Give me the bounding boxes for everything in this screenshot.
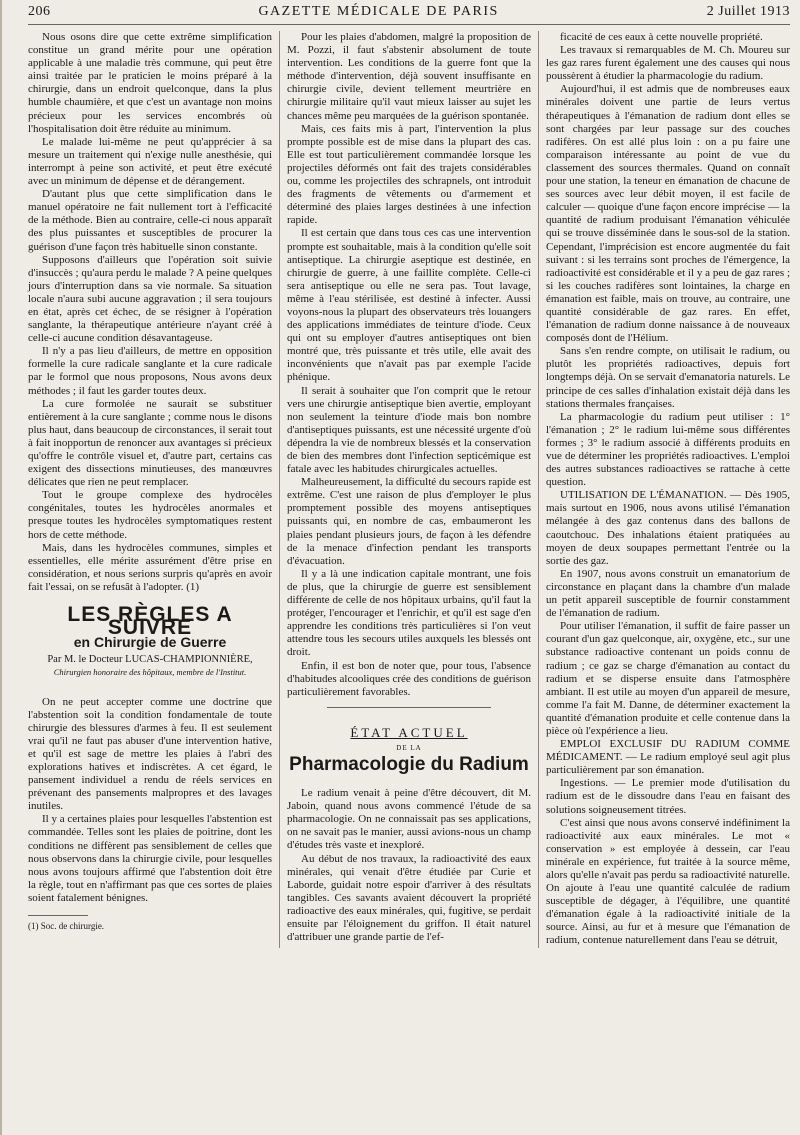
paragraph: ficacité de ces eaux à cette nouvelle propriété. <box>560 31 763 43</box>
paragraph: Il est certain que dans tous ces cas une intervention prompte est souhaitable, mais à la condition qu'elle soit antiseptique. La chirurgie aseptique est destinée, en chirurgie de guerre, à une faillite complète. Celle-ci sera antiseptique ou elle ne sera pas. Tout lavage, même à l'eau stérilisée, est destiné à infecter. Aussi voyons-nous la plupart des observateurs très louangers des applications immédiates de teinture d'iode. Ceux qui ont su employer d'autres antiseptiques ont bien montré que, très puissante et très utile, elle avait des inconvénients que n'avait pas par exemple l'acide phénique. <box>287 227 531 384</box>
article-title: LES RÈGLES A SUIVRE <box>67 603 233 640</box>
article-subtitle: en Chirurgie de Guerre <box>73 634 227 651</box>
paragraph: Pour utiliser l'émanation, il suffit de faire passer un courant d'un gaz quelconque, air, oxygène, etc., sur une substance radioactive contenant un poids connu de radium ; ce gaz se charge d'émanation au contact du radium et se disperse ensuite dans l'atmosphère ambiant. Il est utile au moyen d'un appareil de mesure, comme l'a fait M. Danne, de déterminer exactement la quantité d'émanation produite et celle contenue dans la pièce où l'expérience a lieu. <box>546 620 790 737</box>
page-header <box>28 4 790 25</box>
article-byline: Par M. le Docteur LUCAS-CHAMPIONNIÈRE, <box>47 654 253 666</box>
section-title: Pharmacologie du Radium <box>289 753 529 775</box>
column-divider <box>279 31 280 948</box>
issue-date: 2 Juillet 1913 <box>706 4 790 19</box>
paragraph: UTILISATION DE L'ÉMANATION. — Dès 1905, mais surtout en 1906, nous avons utilisé l'émanation mélangée à des gaz contenus dans des ballons de caoutchouc. Des inhalations étaient pratiquées au moyen de deux soupapes permettant l'entrée ou la sortie des gaz. <box>546 489 790 567</box>
paragraph: Mais, dans les hydrocèles communes, simples et essentielles, elle mérite assurément d'être prise en considération, et nous serions surpris qu'après en avoir fait l'essai, on se refusât à l'adopter. (1) <box>28 541 272 593</box>
paragraph: Il y a là une indication capitale montrant, une fois de plus, que la chirurgie de guerre est sensiblement différente de celle de nos hôpitaux urbains, qu'il faut la protéger, l'encourager et l'enrichir, et qu'il est sage d'en apprendre les conditions très particulières si l'on veut attendre tous les secours utiles auxquels les blessés ont droit. <box>287 567 531 659</box>
column-3 <box>546 31 790 948</box>
paragraph: Il serait à souhaiter que l'on comprit que le retour vers une chirurgie antiseptique bien avertie, employant non seulement la teinture d'iode mais bon nombre d'antiseptiques puissants, est une nécessité urgente d'où dépendra la vie de nombreux blessés et la conservation de bien des membres dont l'infection septicémique est fatale avec les habitudes chirurgicales actuelles. <box>287 384 531 476</box>
section-connector: DE LA <box>396 743 422 752</box>
paragraph: Tout le groupe complexe des hydrocèles congénitales, toutes les hydrocèles anormales et presque toutes les hydrocèles symptomatiques restent hors de cette méthode. <box>28 489 272 541</box>
columns <box>28 31 790 948</box>
column-2 <box>287 31 531 948</box>
paragraph: C'est ainsi que nous avons conservé indéfiniment la radioactivité aux eaux minérales. Le mot « conservation » est employée à dessein, car l'eau minérale en expérience, fut traitée à la source même, alors qu'elle n'avait pas perdu sa radioactivité naturelle. On ajoute à l'eau une quantité calculée de radium susceptible de dégager, à l'équilibre, une quantité d'émanation égale à la radioactivité initiale de la source. Ainsi, au fur et à mesure que l'émanation de radium, contenue naturellement dans l'eau se détruit, <box>546 816 790 947</box>
column-1 <box>28 31 272 948</box>
author-credit: Chirurgien honoraire des hôpitaux, membre de l'Institut. <box>53 667 247 678</box>
column-divider <box>538 31 539 948</box>
paragraph: D'autant plus que cette simplification dans le manuel opératoire ne fait nullement tort à l'efficacité de la méthode. Bien au contraire, celle-ci nous apparaît des plus puissantes et susceptibles de procurer la guérison d'une façon très habituelle sinon constante. <box>28 188 272 253</box>
paragraph: Nous osons dire que cette extrême simplification constitue un grand mérite pour une opération applicable à une maladie très commune, qui peut être ainsi traitée par le praticien le moins préparé à la chirurgie, dans un endroit quelconque, dans la plus humble chaumière, et que c'est un avantage non moins précieux pour les services encombrés où l'hospitalisation doit être réduite au minimum. <box>28 31 272 135</box>
page-number: 206 <box>28 4 51 19</box>
paragraph: Il n'y a pas lieu d'ailleurs, de mettre en opposition formelle la cure radicale sanglante et la cure radicale par le formol que nous proposons, Nous avons deux méthodes ; il faut les garder toutes deux. <box>28 345 272 397</box>
paragraph: Les travaux si remarquables de M. Ch. Moureu sur les gaz rares furent également une des causes qui nous poussèrent à étudier la pharmacologie du radium. <box>546 44 790 83</box>
paragraph: Le malade lui-même ne peut qu'apprécier à sa mesure un traitement qui n'exige nulle anesthésie, qui interrompt à peine son activité, et peut être exécuté avec un minimum de dépense et de dérangement. <box>28 135 272 188</box>
paragraph: Pour les plaies d'abdomen, malgré la proposition de M. Pozzi, il faut s'abstenir absolument de toute intervention. Les conditions de la guerre font que la méthode d'intervention, déjà souvent insuffisante en chirurgie civile, devient tellement meurtrière en chirurgie militaire qu'il vaut mieux laisser au sujet les chances même peu marquées de la guérison spontanée. <box>287 31 531 122</box>
paragraph: On ne peut accepter comme une doctrine que l'abstention soit la condition fondamentale de toute chirurgie des blessures d'armes à feu. Il est seulement vrai qu'il ne faut pas abuser d'une intervention hative, et qu'il est sage de mettre les plaies à l'abri des explorations hatives et indiscrètes. A cet égard, le pansement individuel a rendu de réels services en prévenant des pansements malpropres et des lavages inutiles. <box>28 695 272 813</box>
paragraph: Supposons d'ailleurs que l'opération soit suivie d'insuccès ; qu'aura perdu le malade ? A peine quelques jours d'interruption dans sa vie normale. Sa situation locale n'aura subi aucune aggravation ; il sera toujours en état, après cet échec, de se résigner à l'opération sanglante, la thérapeutique antérieure n'ayant créé à celle-ci aucune condition désavantageuse. <box>28 253 272 345</box>
paragraph: Enfin, il est bon de noter que, pour tous, l'absence d'habitudes alcooliques crée des conditions de guérison particulièrement favorables. <box>287 659 531 698</box>
paragraph: Sans s'en rendre compte, on utilisait le radium, ou plutôt les propriétés radioactives, depuis fort longtemps déjà. On se servait d'emanatoria naturels. Le principe de ces salles d'inhalation existait déjà dans les stations thermales françaises. <box>546 345 790 410</box>
journal-title: GAZETTE MÉDICALE DE PARIS <box>258 4 499 19</box>
paragraph: EMPLOI EXCLUSIF DU RADIUM COMME MÉDICAMENT. — Le radium employé seul agit plus particulièrement par son émanation. <box>546 738 790 777</box>
paragraph: La cure formolée ne saurait se substituer entièrement à la cure sanglante ; comme nous le disons plus haut, dans beaucoup de circonstances, il serait tout à fait inopportun de renoncer aux avantages si précieux qu'offre le contrôle visuel et, d'autre part, certains cas exigent des dissections minutieuses, des manœuvres délicates que rien ne peut remplacer. <box>28 397 272 489</box>
section-divider <box>327 707 491 708</box>
paragraph: Malheureusement, la difficulté du secours rapide est extrême. C'est une raison de plus d'employer le plus promptement possible des moyens antiseptiques puissants qui, en nombre de cas, embaumeront les plaies pendant plusieurs jours, de façon à les défendre de la menace d'infection pendant les transports d'évacuation. <box>287 476 531 567</box>
paragraph: Mais, ces faits mis à part, l'intervention la plus prompte possible est de mise dans la plupart des cas. Elle est tout particulièrement commandée lorsque les projectiles déformés ont fait des trajets considérables ou, comme les projectiles des schrapnels, ont introduit des fragments de vêtements ou d'armement et déterminé des plaies larges destinées à une infection rapide. <box>287 122 531 227</box>
paragraph: Aujourd'hui, il est admis que de nombreuses eaux minérales doivent une partie de leurs vertus thérapeutiques à l'émanation de radium dont elles se sont chargées par leur passage sur des couches radifères. On est allé plus loin : on a pu faire une comparaison intéressante au point de vue du classement des sources thermales. Quand on connaît pour une station, la teneur en émanation de chacune de ses sources avec leur débit moyen, il est facile de calculer — quoique d'une façon encore imprécise — la quantité de radium produisant l'émanation véhiculée qui se trouve disséminée dans le sous-sol de la station. Cependant, l'imprécision est encore augmentée du fait suivant : si les terrains sont proches de l'émergence, la radioactivité est considérable et il y a peu de gaz rares ; si les couches radifères sont lointaines, la charge en émanation est faible, mais on trouve, au contraire, une quantité considérable de gaz rares. En effet, l'émanation de radium donne naissance à de nouveaux composés dont de l'Hélium. <box>546 83 790 345</box>
section-kicker: ÉTAT ACTUEL <box>350 724 468 740</box>
paragraph: Il y a certaines plaies pour lesquelles l'abstention est commandée. Telles sont les plaies de poitrine, dont les conditions ne diffèrent pas sensiblement de celles que nous observons dans la chirurgie civile, pour lesquelles nous avons toujours affirmé que l'abstention doit être la règle, tout en n'affirmant pas que ces sortes de plaies soient fatalement bénignes. <box>28 813 272 904</box>
footnote: (1) Soc. de chirurgie. <box>28 921 105 931</box>
paragraph: En 1907, nous avons construit un emanatorium de circonstance en plaçant dans la chambre d'un malade un petit appareil susceptible de fournir constamment de l'émanation de radium. <box>546 567 790 620</box>
paragraph: La pharmacologie du radium peut utiliser : 1° l'émanation ; 2° le radium lui-même sous différentes formes ; 3° le radium associé à différents produits en vue de déterminer les propriétés radioactives. L'emploi des autres substances radioactives se rattache à cette question. <box>546 410 790 489</box>
paragraph: Ingestions. — Le premier mode d'utilisation du radium est de le dissoudre dans l'eau en faisant des solutions soigneusement titrées. <box>546 777 790 816</box>
footnote-divider <box>28 915 88 916</box>
paragraph: Le radium venait à peine d'être découvert, dit M. Jaboin, quand nous avons commencé l'étude de sa pharmacologie. On ne connaissait pas ses applications, on ne savait pas le manier, aussi avions-nous un champ d'études très vaste et inexploré. <box>287 787 531 852</box>
paragraph: Au début de nos travaux, la radioactivité des eaux minérales, qui venait d'être étudiée par Curie et Laborde, guidait notre espoir d'arriver à des résultats tangibles. Ces savants avaient découvert la propriété radioactive des eaux minérales, qui, fugitive, se perdait ensuite par l'éloignement du griffon. Il était naturel d'attribuer une grande partie de l'ef- <box>287 852 531 944</box>
